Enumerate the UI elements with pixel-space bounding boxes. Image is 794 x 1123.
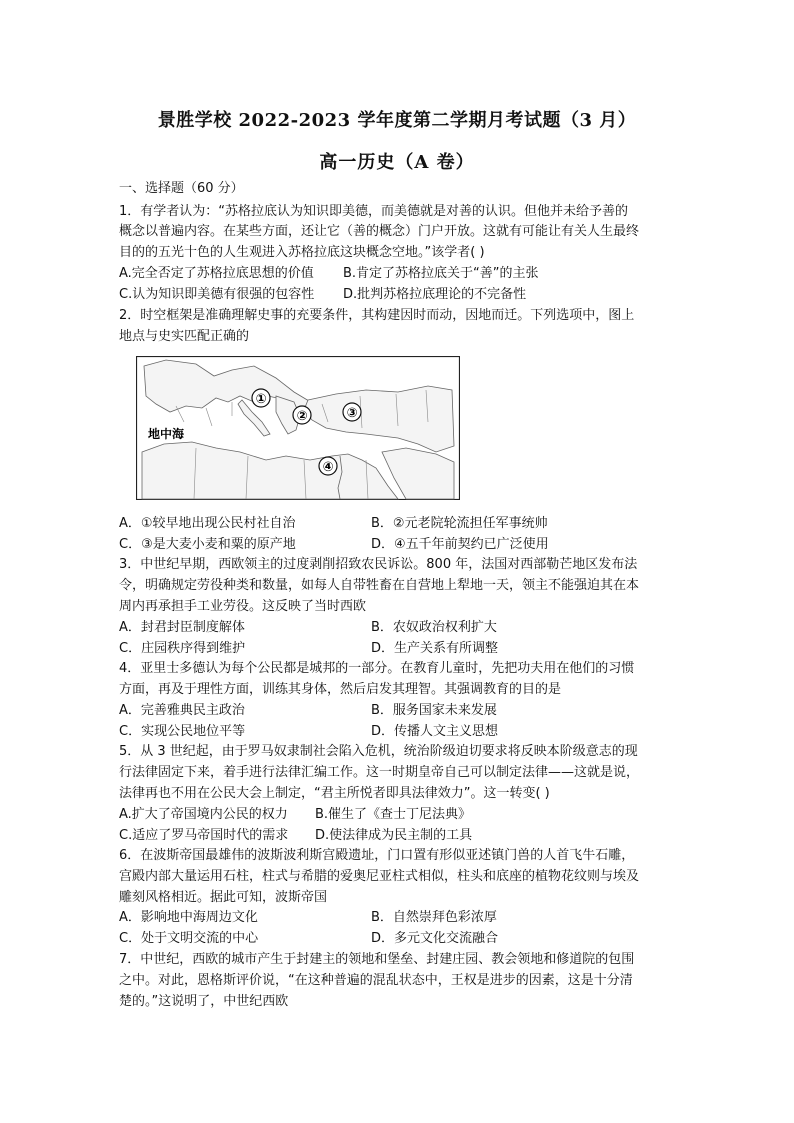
q4-stem-line-1: 4．亚里士多德认为每个公民都是城邦的一部分。在教育儿童时，先把功夫用在他们的习惯 (119, 661, 635, 676)
q6-stem-line-2: 宫殿内部大量运用石柱，柱式与希腊的爱奥尼亚柱式相似，柱头和底座的植物花纹则与埃及 (119, 869, 640, 884)
q5-option-b[interactable]: B.催生了《查士丁尼法典》 (315, 807, 472, 822)
q1-option-b[interactable]: B.肯定了苏格拉底关于“善”的主张 (343, 266, 539, 281)
q6-option-a[interactable]: A．影响地中海周边文化 (119, 910, 258, 925)
q3-option-a[interactable]: A．封君封臣制度解体 (119, 620, 245, 635)
q7-stem-line-3: 楚的。”这说明了，中世纪西欧 (119, 994, 289, 1009)
q4-option-c[interactable]: C．实现公民地位平等 (119, 724, 246, 739)
section-heading: 一、选择题（60 分） (119, 181, 244, 196)
q6-option-c[interactable]: C．处于文明交流的中心 (119, 931, 259, 946)
q3-stem-line-2: 令，明确规定劳役种类和数量，如每人自带牲畜在自营地上犁地一天，领主不能强迫其在本 (119, 578, 640, 593)
svg-text:②: ② (296, 409, 308, 424)
q3-option-b[interactable]: B．农奴政治权利扩大 (371, 620, 497, 635)
q7-stem-line-2: 之中。对此，恩格斯评价说，“在这种普遍的混乱状态中，王权是进步的因素，这是十分清 (119, 973, 633, 988)
q1-stem-line-3: 目的的五光十色的人生观进入苏格拉底这块概念空地。”该学者( ) (119, 245, 485, 260)
marker-4 (319, 457, 337, 475)
q5-option-d[interactable]: D.使法律成为民主制的工具 (315, 828, 473, 843)
q5-stem-line-3: 法律再也不用在公民大会上制定，“君主所悦者即具法律效力”。这一转变( ) (119, 786, 550, 801)
q3-option-d[interactable]: D．生产关系有所调整 (371, 641, 499, 656)
q2-option-a[interactable]: A．①较早地出现公民村社自治 (119, 516, 296, 531)
q5-stem-line-2: 行法律固定下来，着手进行法律汇编工作。这一时期皇帝自己可以制定法律——这就是说， (119, 765, 640, 780)
marker-3 (343, 403, 361, 421)
q4-stem-line-2: 方面，再及于理性方面，训练其身体，然后启发其理智。其强调教育的目的是 (119, 682, 562, 697)
exam-title: 景胜学校 2022-2023 学年度第二学期月考试题（3 月） (157, 110, 637, 131)
svg-text:③: ③ (346, 406, 358, 421)
q6-stem-line-1: 6．在波斯帝国最雄伟的波斯波利斯宫殿遗址，门口置有形似亚述镇门兽的人首飞牛石雕， (119, 848, 635, 863)
q3-option-c[interactable]: C．庄园秩序得到维护 (119, 641, 246, 656)
q2-option-d[interactable]: D．④五千年前契约已广泛使用 (371, 537, 549, 552)
q2-stem-line-1: 2．时空框架是准确理解史事的充要条件，其构建因时而动，因地而迁。下列选项中，图上 (119, 308, 635, 323)
q6-option-b[interactable]: B．自然崇拜色彩浓厚 (371, 910, 497, 925)
q2-stem-line-2: 地点与史实匹配正确的 (119, 329, 250, 344)
marker-1 (252, 389, 270, 407)
q5-option-c[interactable]: C.适应了罗马帝国时代的需求 (119, 828, 289, 843)
q5-option-a[interactable]: A.扩大了帝国境内公民的权力 (119, 807, 288, 822)
q1-stem-line-2: 概念以普遍内容。在某些方面，还让它（善的概念）门户开放。这就有可能让有关人生最终 (119, 224, 640, 239)
q5-stem-line-1: 5．从 3 世纪起，由于罗马奴隶制社会陷入危机，统治阶级迫切要求将反映本阶级意志的现 (119, 744, 638, 759)
q4-option-d[interactable]: D．传播人文主义思想 (371, 724, 499, 739)
map-sea-label: 地中海 (148, 427, 185, 441)
exam-subtitle: 高一历史（A 卷） (319, 152, 475, 173)
svg-text:④: ④ (322, 460, 334, 475)
mediterranean-map (136, 356, 460, 500)
q4-option-b[interactable]: B．服务国家未来发展 (371, 703, 497, 718)
q7-stem-line-1: 7．中世纪，西欧的城市产生于封建主的领地和堡垒、封建庄园、教会领地和修道院的包围 (119, 952, 635, 967)
q6-option-d[interactable]: D．多元文化交流融合 (371, 931, 499, 946)
q1-stem-line-1: 1．有学者认为：“苏格拉底认为知识即美德，而美德就是对善的认识。但他并未给予善的 (119, 204, 629, 219)
q1-option-d[interactable]: D.批判苏格拉底理论的不完备性 (343, 287, 527, 302)
marker-2 (293, 406, 311, 424)
q1-option-a[interactable]: A.完全否定了苏格拉底思想的价值 (119, 266, 314, 281)
q3-stem-line-3: 周内再承担手工业劳役。这反映了当时西欧 (119, 599, 367, 614)
q1-option-c[interactable]: C.认为知识即美德有很强的包容性 (119, 287, 315, 302)
q6-stem-line-3: 雕刻风格相近。据此可知，波斯帝国 (119, 890, 328, 905)
q2-option-c[interactable]: C．③是大麦小麦和粟的原产地 (119, 537, 296, 552)
svg-text:①: ① (255, 392, 267, 407)
q3-stem-line-1: 3．中世纪早期，西欧领主的过度剥削招致农民诉讼。800 年，法国对西部勒芒地区发布法 (119, 557, 638, 572)
q2-option-b[interactable]: B．②元老院轮流担任军事统帅 (371, 516, 548, 531)
q4-option-a[interactable]: A．完善雅典民主政治 (119, 703, 245, 718)
